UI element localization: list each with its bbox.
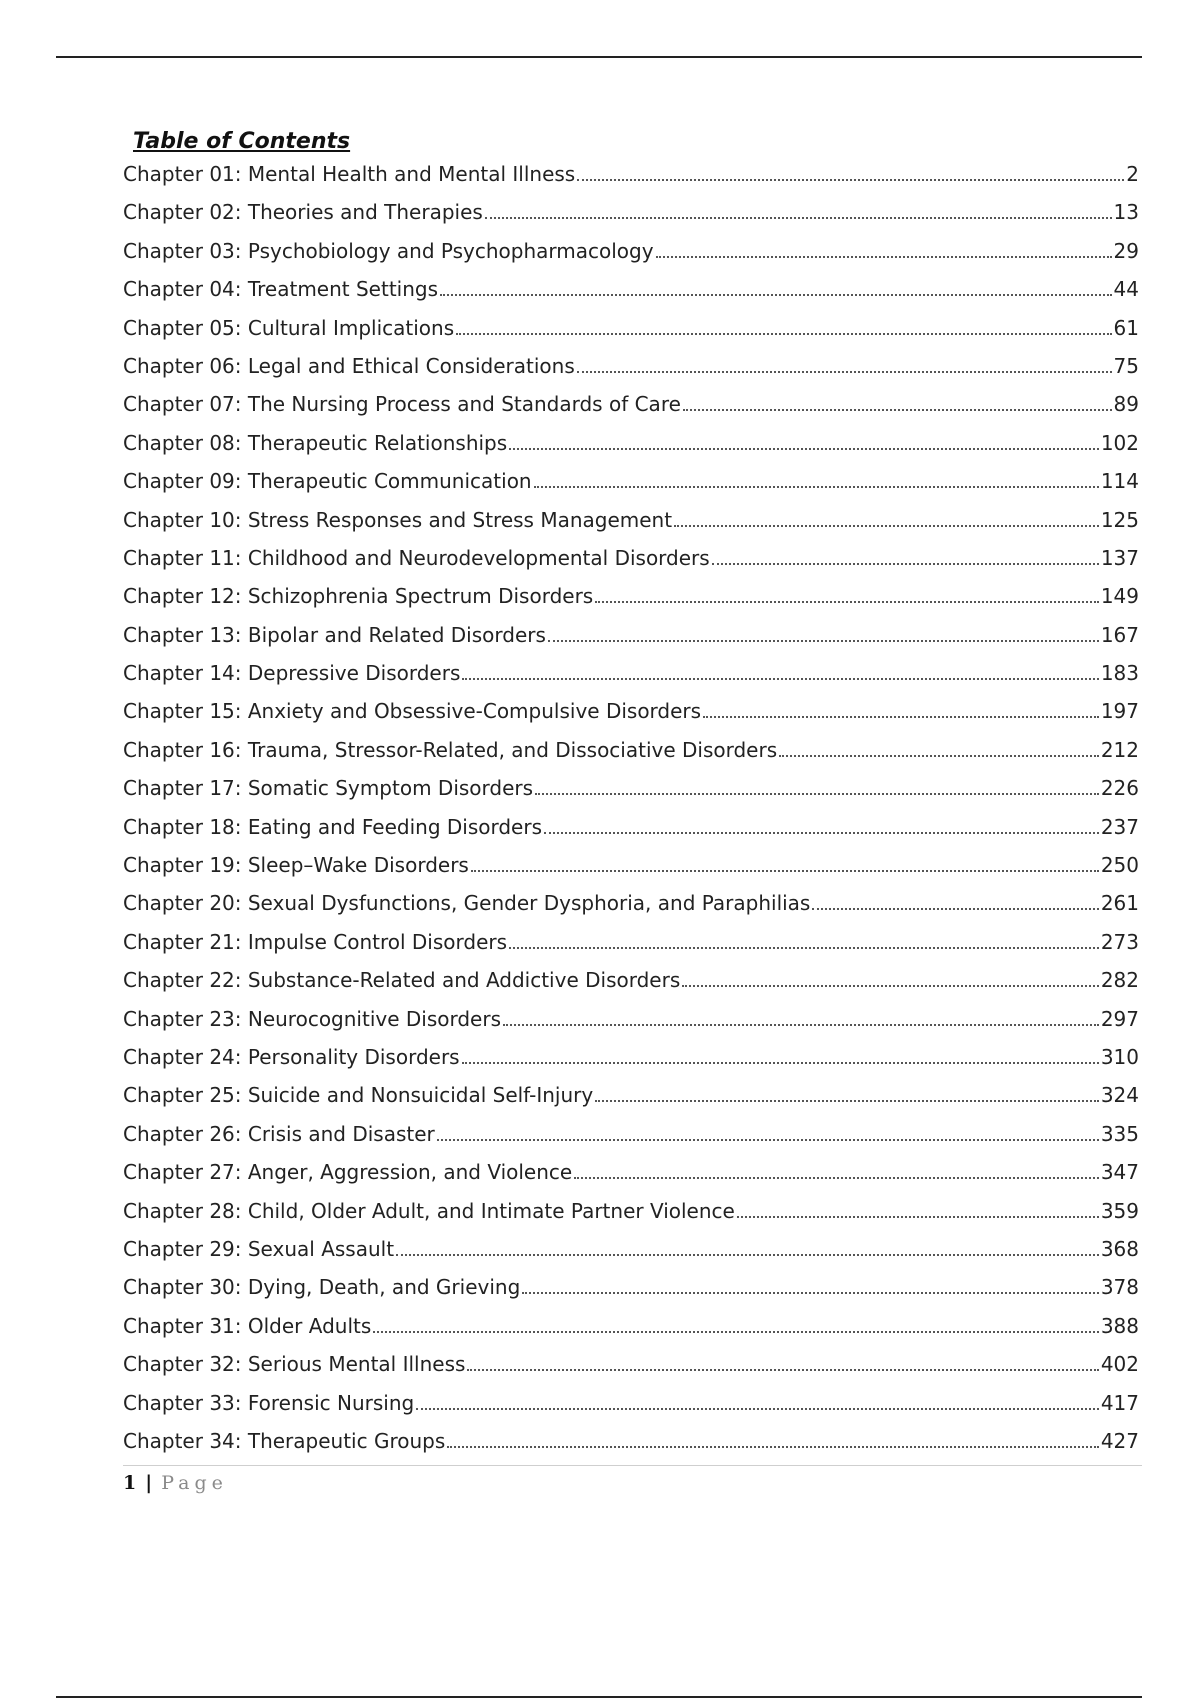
toc-entry[interactable]	[123, 1153, 1139, 1191]
toc-entry[interactable]	[123, 1038, 1139, 1076]
toc-entry[interactable]	[123, 654, 1139, 692]
toc-entry[interactable]	[123, 1076, 1139, 1114]
toc-entry-page: 167	[1100, 622, 1139, 647]
toc-entry[interactable]	[123, 1192, 1139, 1230]
toc-entry-label: Chapter 11: Childhood and Neurodevelopmental Disorders	[123, 545, 710, 570]
toc-entry[interactable]	[123, 1230, 1139, 1268]
toc-dot-leader	[396, 1254, 1099, 1256]
toc-entry-label: Chapter 03: Psychobiology and Psychopharmacology	[123, 238, 654, 263]
toc-entry-label: Chapter 08: Therapeutic Relationships	[123, 430, 508, 455]
toc-entry-label: Chapter 21: Impulse Control Disorders	[123, 929, 508, 954]
toc-entry[interactable]	[123, 309, 1139, 347]
toc-dot-leader	[535, 793, 1099, 795]
toc-entry-label: Chapter 26: Crisis and Disaster	[123, 1121, 435, 1146]
toc-entry-label: Chapter 16: Trauma, Stressor-Related, and Dissociative Disorders	[123, 737, 778, 762]
toc-entry[interactable]	[123, 539, 1139, 577]
toc-dot-leader	[595, 1100, 1099, 1102]
toc-entry[interactable]	[123, 808, 1139, 846]
toc-entry-page: 212	[1100, 737, 1139, 762]
toc-entry-label: Chapter 22: Substance-Related and Addictive Disorders	[123, 968, 681, 993]
toc-entry[interactable]	[123, 1268, 1139, 1306]
toc-entry-page: 75	[1113, 353, 1139, 378]
toc-entry-page: 282	[1100, 968, 1139, 993]
top-rule	[56, 56, 1142, 58]
toc-entry-page: 102	[1100, 430, 1139, 455]
toc-entry-label: Chapter 18: Eating and Feeding Disorders	[123, 814, 542, 839]
toc-entry-page: 183	[1100, 661, 1139, 686]
toc-dot-leader	[712, 563, 1099, 565]
toc-dot-leader	[682, 985, 1099, 987]
toc-entry[interactable]	[123, 385, 1139, 423]
toc-entry-page: 29	[1113, 238, 1139, 263]
toc-dot-leader	[683, 409, 1112, 411]
toc-entry-page: 250	[1100, 853, 1139, 878]
toc-entry[interactable]	[123, 1000, 1139, 1038]
toc-entry-label: Chapter 15: Anxiety and Obsessive-Compulsive Disorders	[123, 699, 702, 724]
toc-dot-leader	[522, 1292, 1099, 1294]
toc-entry[interactable]	[123, 1384, 1139, 1422]
toc-dot-leader	[595, 601, 1099, 603]
toc-entry-page: 310	[1100, 1044, 1139, 1069]
toc-entry-label: Chapter 07: The Nursing Process and Standards of Care	[123, 392, 681, 417]
toc-entry-page: 335	[1100, 1121, 1139, 1146]
toc-entry[interactable]	[123, 923, 1139, 961]
toc-entry[interactable]	[123, 961, 1139, 999]
toc-entry-page: 137	[1100, 545, 1139, 570]
toc-entry-page: 197	[1100, 699, 1139, 724]
toc-entry[interactable]	[123, 769, 1139, 807]
toc-entry-label: Chapter 24: Personality Disorders	[123, 1044, 460, 1069]
toc-entry-label: Chapter 05: Cultural Implications	[123, 315, 455, 340]
toc-entry-label: Chapter 27: Anger, Aggression, and Violence	[123, 1160, 573, 1185]
toc-dot-leader	[703, 716, 1099, 718]
toc-entry-label: Chapter 25: Suicide and Nonsuicidal Self-Injury	[123, 1083, 594, 1108]
toc-entry-page: 149	[1100, 584, 1139, 609]
toc-dot-leader	[462, 1062, 1099, 1064]
toc-dot-leader	[467, 1369, 1098, 1371]
toc-entry-page: 359	[1100, 1198, 1139, 1223]
toc-entry-page: 261	[1100, 891, 1139, 916]
bottom-rule	[56, 1696, 1142, 1698]
toc-entry-label: Chapter 12: Schizophrenia Spectrum Disorders	[123, 584, 594, 609]
toc-entry-label: Chapter 19: Sleep–Wake Disorders	[123, 853, 469, 878]
toc-dot-leader	[548, 640, 1099, 642]
toc-entry-label: Chapter 01: Mental Health and Mental Illness	[123, 162, 576, 186]
toc-entry-label: Chapter 14: Depressive Disorders	[123, 661, 461, 686]
toc-dot-leader	[447, 1446, 1099, 1448]
toc-dot-leader	[509, 448, 1099, 450]
toc-dot-leader	[373, 1331, 1099, 1333]
toc-entry-page: 61	[1113, 315, 1139, 340]
toc-dot-leader	[574, 1177, 1099, 1179]
toc-entry-label: Chapter 06: Legal and Ethical Considerations	[123, 353, 575, 378]
toc-entry[interactable]	[123, 1307, 1139, 1345]
toc-entry[interactable]	[123, 462, 1139, 500]
page-word: Page	[161, 1472, 228, 1494]
toc-dot-leader	[485, 217, 1112, 219]
toc-entry[interactable]	[123, 1115, 1139, 1153]
page-separator: |	[145, 1472, 153, 1494]
toc-dot-leader	[471, 870, 1099, 872]
toc-entry-page: 402	[1100, 1352, 1139, 1377]
toc-entry[interactable]	[123, 616, 1139, 654]
toc-entry-label: Chapter 02: Theories and Therapies	[123, 200, 483, 225]
toc-entry-label: Chapter 09: Therapeutic Communication	[123, 469, 532, 494]
toc-entry-page: 378	[1100, 1275, 1139, 1300]
toc-entry-label: Chapter 17: Somatic Symptom Disorders	[123, 776, 534, 801]
footer-rule	[123, 1465, 1142, 1466]
toc-entry-label: Chapter 29: Sexual Assault	[123, 1236, 395, 1261]
toc-dot-leader	[416, 1408, 1099, 1410]
toc-dot-leader	[440, 294, 1112, 296]
toc-dot-leader	[656, 256, 1112, 258]
toc-entry-page: 125	[1100, 507, 1139, 532]
toc-entry-page: 427	[1100, 1428, 1139, 1453]
toc-entry-page: 237	[1100, 814, 1139, 839]
toc-dot-leader	[812, 908, 1098, 910]
toc-entry-label: Chapter 34: Therapeutic Groups	[123, 1428, 446, 1453]
toc-entry[interactable]	[123, 501, 1139, 539]
toc-entry-page: 347	[1100, 1160, 1139, 1185]
toc-list	[123, 155, 1139, 1460]
toc-entry-label: Chapter 33: Forensic Nursing	[123, 1390, 415, 1415]
toc-dot-leader	[544, 832, 1099, 834]
toc-entry-label: Chapter 30: Dying, Death, and Grieving	[123, 1275, 521, 1300]
toc-entry-page: 13	[1113, 200, 1139, 225]
toc-entry[interactable]	[123, 577, 1139, 615]
toc-entry-page: 44	[1113, 277, 1139, 302]
toc-entry[interactable]	[123, 347, 1139, 385]
toc-entry-label: Chapter 13: Bipolar and Related Disorders	[123, 622, 546, 647]
toc-dot-leader	[737, 1216, 1099, 1218]
toc-entry[interactable]	[123, 193, 1139, 231]
toc-entry-page: 297	[1100, 1006, 1139, 1031]
toc-entry-page: 368	[1100, 1236, 1139, 1261]
toc-entry[interactable]	[123, 846, 1139, 884]
toc-dot-leader	[437, 1139, 1099, 1141]
toc-title: Table of Contents	[133, 129, 351, 154]
toc-entry[interactable]	[123, 1422, 1139, 1460]
toc-dot-leader	[577, 179, 1124, 181]
toc-dot-leader	[509, 947, 1099, 949]
toc-dot-leader	[674, 525, 1099, 527]
toc-dot-leader	[779, 755, 1099, 757]
toc-entry[interactable]	[123, 884, 1139, 922]
toc-entry[interactable]	[123, 155, 1139, 193]
toc-entry[interactable]	[123, 692, 1139, 730]
toc-entry-label: Chapter 28: Child, Older Adult, and Intimate Partner Violence	[123, 1198, 735, 1223]
page-number: 1	[123, 1472, 137, 1494]
toc-entry-label: Chapter 20: Sexual Dysfunctions, Gender Dysphoria, and Paraphilias	[123, 891, 811, 916]
toc-entry-page: 2	[1126, 162, 1139, 186]
toc-entry[interactable]	[123, 424, 1139, 462]
toc-dot-leader	[534, 486, 1099, 488]
toc-entry-label: Chapter 23: Neurocognitive Disorders	[123, 1006, 502, 1031]
toc-dot-leader	[462, 678, 1098, 680]
toc-entry[interactable]	[123, 731, 1139, 769]
toc-entry-page: 324	[1100, 1083, 1139, 1108]
toc-entry-page: 273	[1100, 929, 1139, 954]
toc-entry-label: Chapter 32: Serious Mental Illness	[123, 1352, 466, 1377]
toc-dot-leader	[503, 1024, 1099, 1026]
toc-entry-label: Chapter 10: Stress Responses and Stress Management	[123, 507, 673, 532]
page-footer	[123, 1470, 228, 1496]
toc-entry-page: 388	[1100, 1313, 1139, 1338]
toc-dot-leader	[456, 333, 1111, 335]
toc-entry-page: 226	[1100, 776, 1139, 801]
toc-entry-page: 417	[1100, 1390, 1139, 1415]
toc-entry[interactable]	[123, 270, 1139, 308]
toc-entry-label: Chapter 31: Older Adults	[123, 1313, 372, 1338]
toc-dot-leader	[577, 371, 1112, 373]
toc-entry[interactable]	[123, 1345, 1139, 1383]
toc-entry-label: Chapter 04: Treatment Settings	[123, 277, 439, 302]
toc-entry-page: 114	[1100, 469, 1139, 494]
toc-entry-page: 89	[1113, 392, 1139, 417]
toc-entry[interactable]	[123, 232, 1139, 270]
